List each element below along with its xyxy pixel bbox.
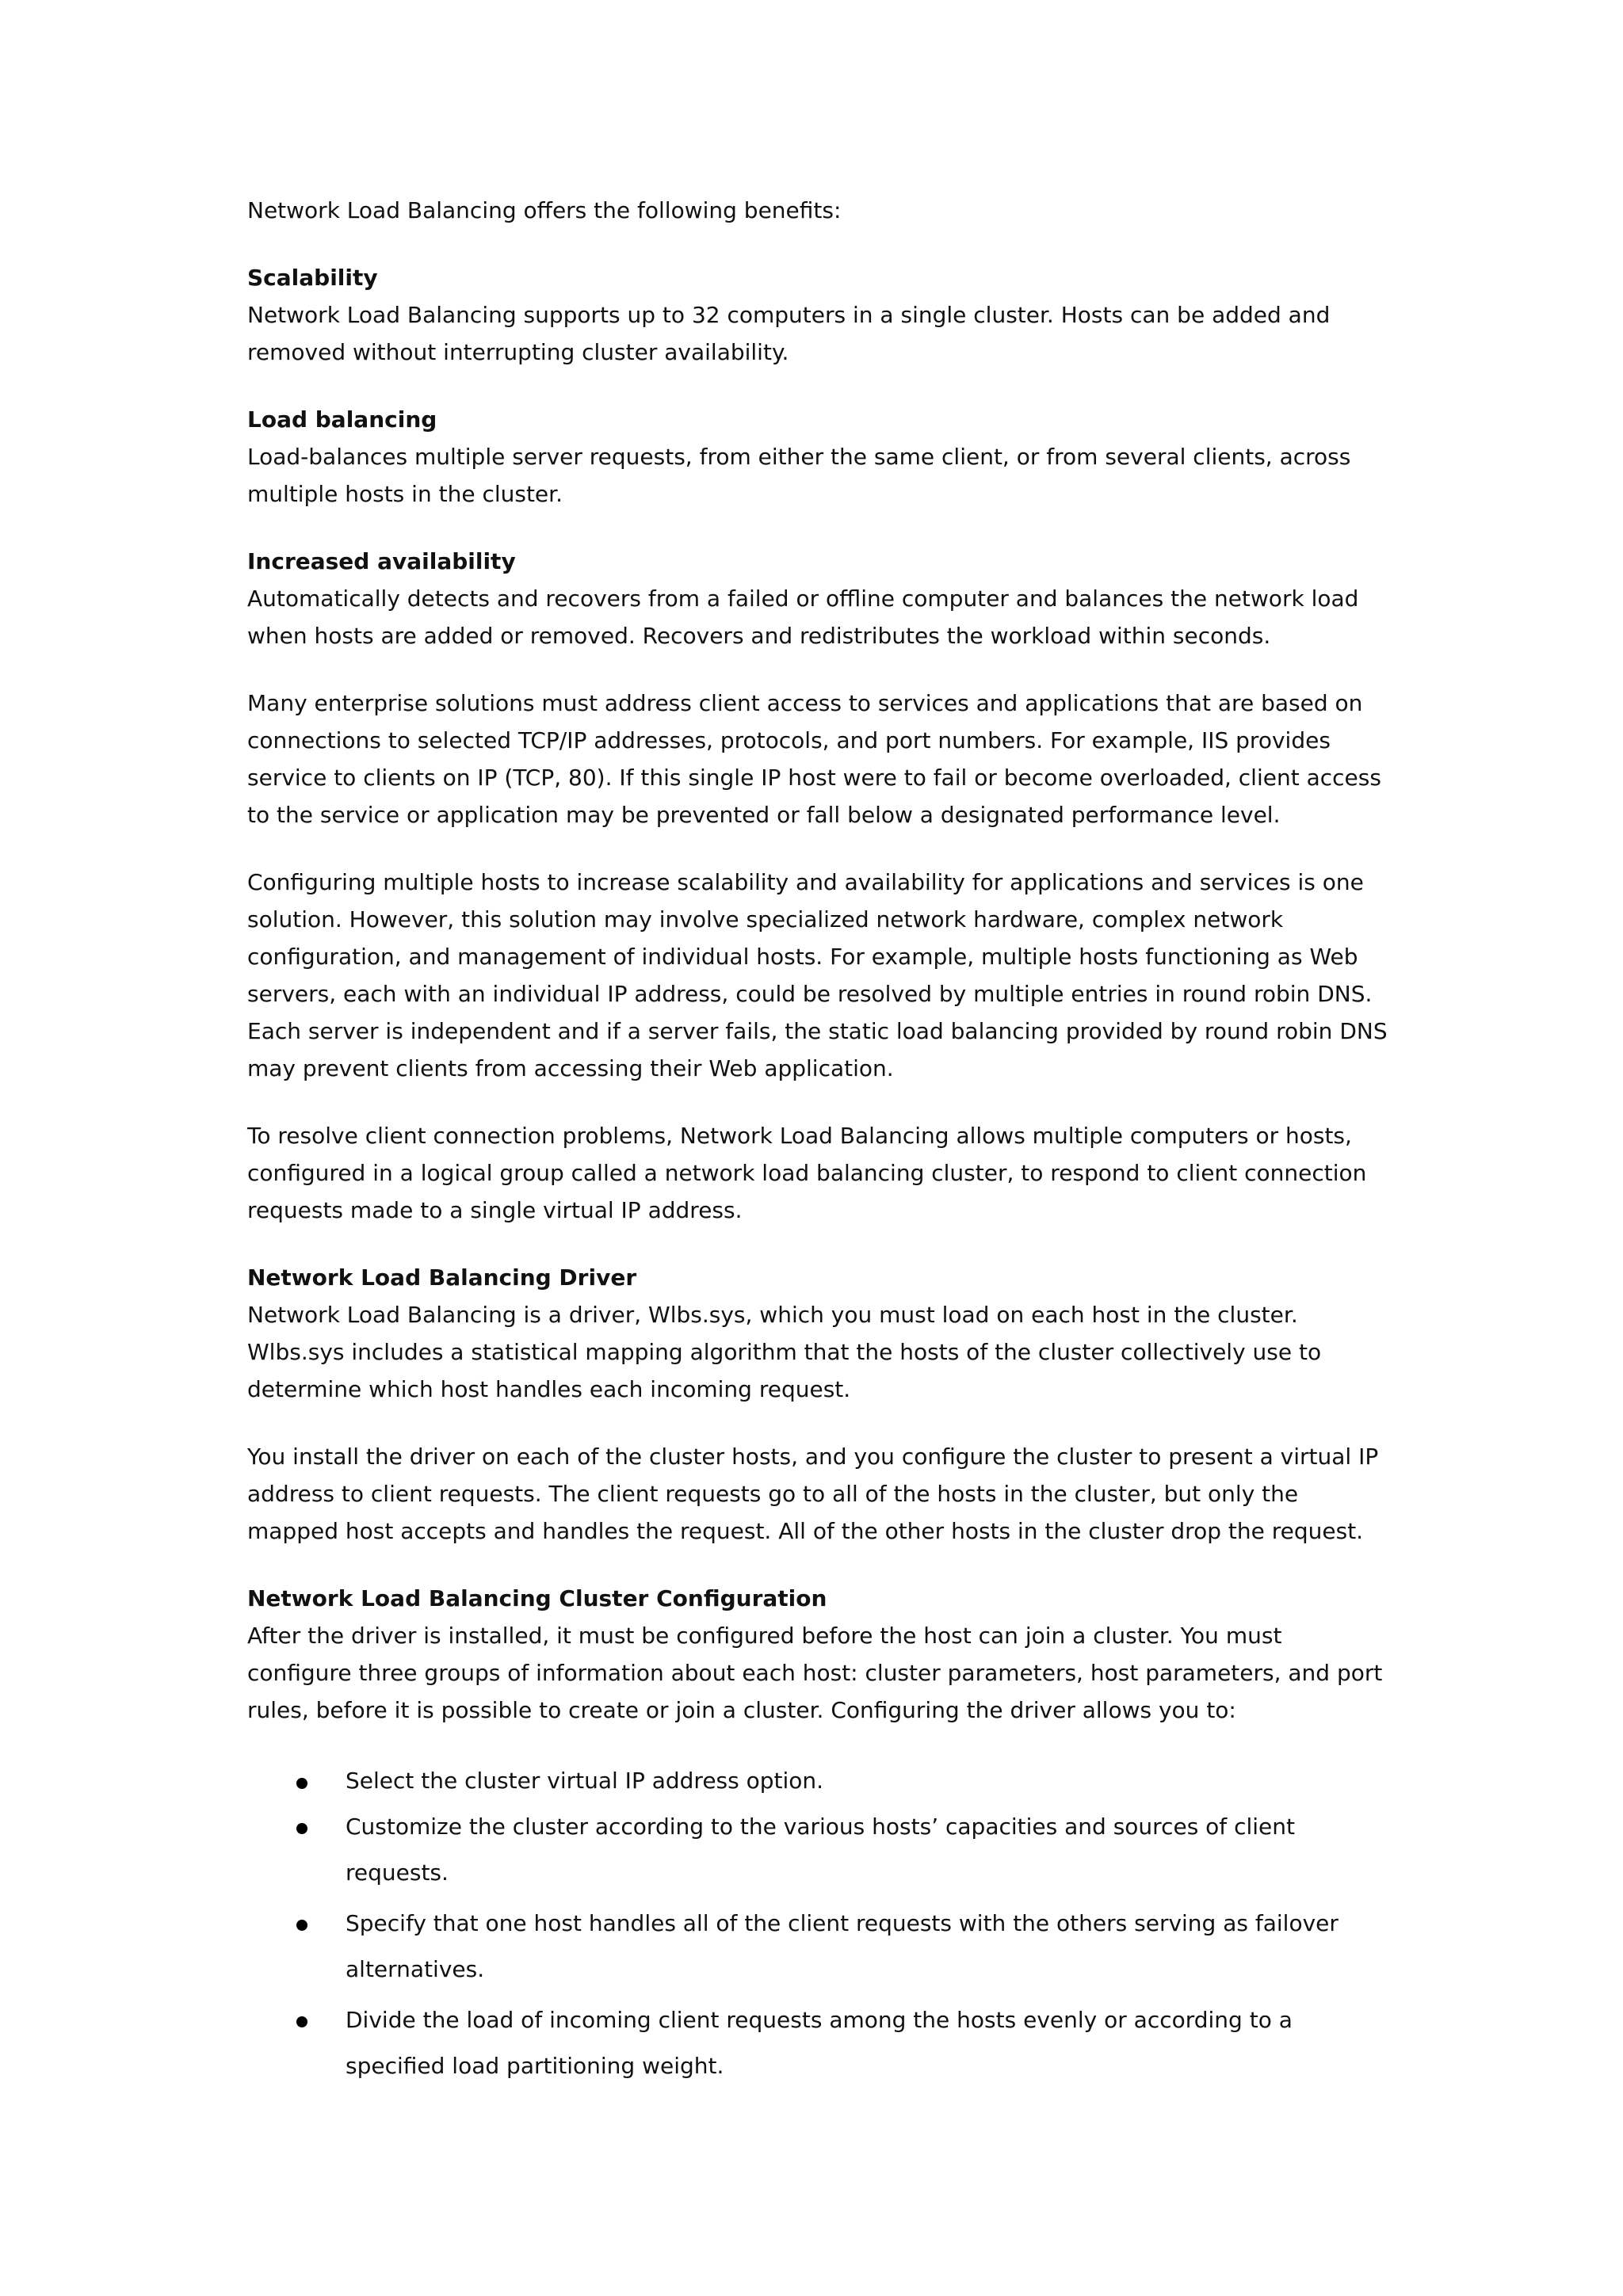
list-item-text: Divide the load of incoming client requests among the hosts evenly or according to a specified load partitioning weight.	[346, 2007, 1293, 2079]
bullet-icon	[296, 1823, 307, 1834]
list-item	[247, 1901, 1388, 1993]
benefit-title: Scalability	[247, 265, 378, 291]
list-item-text: Customize the cluster according to the various hosts’ capacities and sources of client requests.	[346, 1814, 1295, 1886]
configuration-heading: Network Load Balancing Cluster Configuration	[247, 1585, 827, 1611]
list-item	[247, 1762, 1388, 1799]
bullet-icon	[296, 1778, 307, 1789]
benefit-body: Automatically detects and recovers from a failed or offline computer and balances the network load when hosts are added or removed. Recovers and redistributes the workload within seconds.	[247, 585, 1359, 649]
benefit-title: Increased availability	[247, 548, 516, 574]
benefit-body: Load-balances multiple server requests, from either the same client, or from several clients, across multiple hosts in the cluster.	[247, 444, 1351, 507]
list-item-text: Select the cluster virtual IP address option.	[346, 1768, 824, 1794]
benefit-title: Load balancing	[247, 406, 437, 433]
configuration-section	[247, 1580, 1388, 2089]
driver-followup-paragraph: You install the driver on each of the cluster hosts, and you configure the cluster to present a virtual IP address to client requests. The client requests go to all of the hosts in the cluster, but only the mapped host accepts and handles the request. All of the other hosts in the cluster drop the request.	[247, 1444, 1379, 1544]
document-page	[247, 192, 1388, 2089]
bullet-icon	[296, 2016, 307, 2027]
list-item	[247, 1997, 1388, 2089]
driver-body: Network Load Balancing is a driver, Wlbs.sys, which you must load on each host in the cluster. Wlbs.sys includes a statistical mapping algorithm that the hosts of the cluster collectively use to determine which host handles each incoming request.	[247, 1302, 1322, 1402]
benefit-scalability	[247, 259, 1388, 371]
driver-heading: Network Load Balancing Driver	[247, 1264, 637, 1291]
benefit-load-balancing	[247, 401, 1388, 513]
benefit-body: Network Load Balancing supports up to 32 computers in a single cluster. Hosts can be added and removed without interrupting cluster availability.	[247, 302, 1331, 365]
body-paragraph: To resolve client connection problems, Network Load Balancing allows multiple computers or hosts, configured in a logical group called a network load balancing cluster, to respond to client connection requests made to a single virtual IP address.	[247, 1123, 1367, 1223]
configuration-bullet-list	[247, 1762, 1388, 2089]
bullet-icon	[296, 1920, 307, 1931]
intro-paragraph: Network Load Balancing offers the following benefits:	[247, 197, 842, 223]
body-paragraph: Configuring multiple hosts to increase scalability and availability for applications and services is one solution. However, this solution may involve specialized network hardware, complex network configuration, and management of individual hosts. For example, multiple hosts functioning as Web servers, each with an individual IP address, could be resolved by multiple entries in round robin DNS. Each server is independent and if a server fails, the static load balancing provided by round robin DNS may prevent clients from accessing their Web application.	[247, 869, 1388, 1081]
list-item	[247, 1804, 1388, 1896]
configuration-body: After the driver is installed, it must be configured before the host can join a cluster. You must configure three groups of information about each host: cluster parameters, host parameters, and port rules, before it is possible to create or join a cluster. Configuring the driver allows you to:	[247, 1623, 1383, 1723]
benefit-increased-availability	[247, 543, 1388, 654]
body-paragraph: Many enterprise solutions must address client access to services and applications that are based on connections to selected TCP/IP addresses, protocols, and port numbers. For example, IIS provides service to clients on IP (TCP, 80). If this single IP host were to fail or become overloaded, client access to the service or application may be prevented or fall below a designated performance level.	[247, 690, 1381, 828]
driver-section	[247, 1259, 1388, 1408]
list-item-text: Specify that one host handles all of the client requests with the others serving as failover alternatives.	[346, 1910, 1338, 1982]
